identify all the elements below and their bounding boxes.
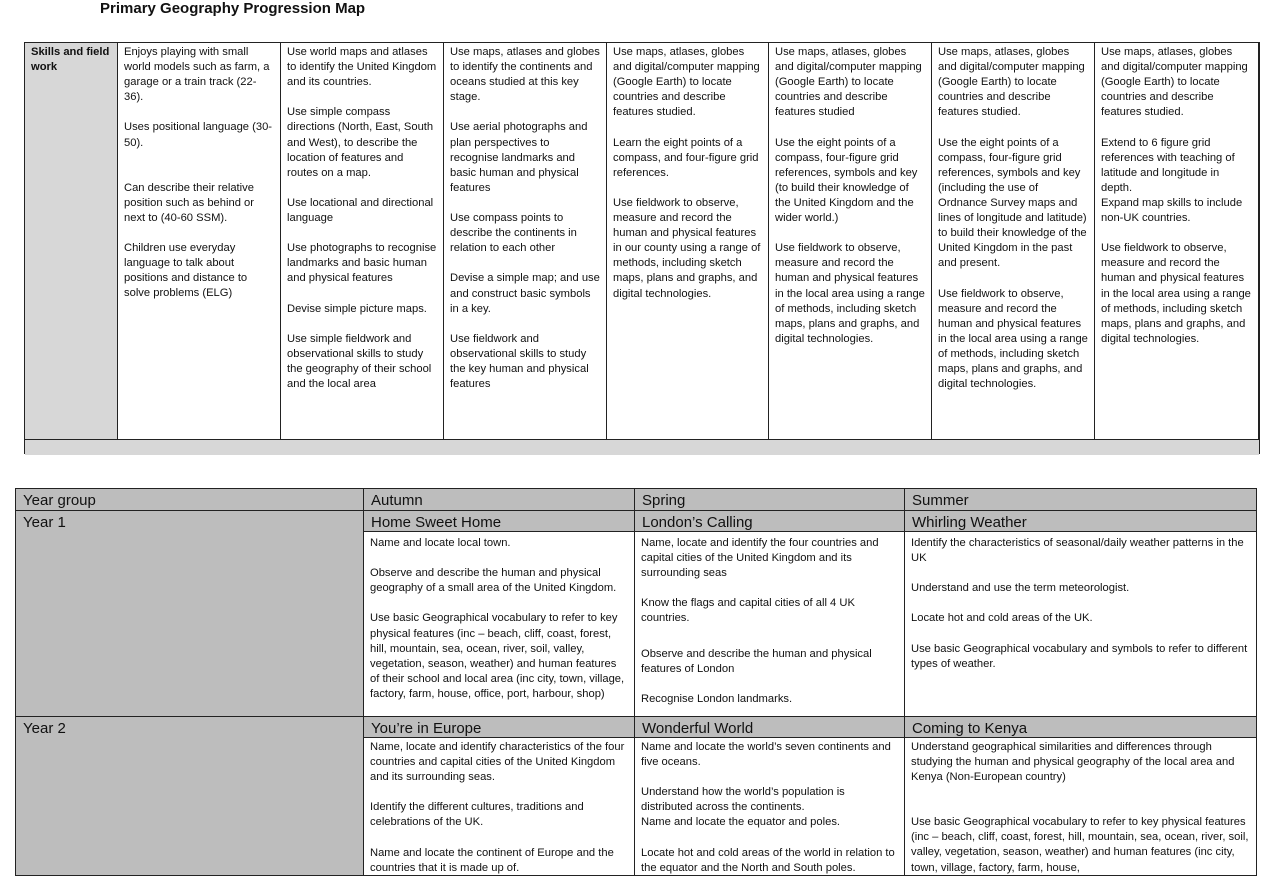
skills-text: Extend to 6 figure grid references with teaching of latitude and longitude in depth. xyxy=(1101,136,1235,194)
page-title: Primary Geography Progression Map xyxy=(100,0,366,17)
skills-heading: Skills and field work xyxy=(31,46,110,74)
year2-autumn-topic: You’re in Europe xyxy=(364,717,635,738)
skills-text: Use world maps and atlases to identify the United Kingdom and its countries. xyxy=(287,46,437,89)
year2-spring-content xyxy=(635,738,905,876)
year2-autumn-content xyxy=(364,738,635,876)
skills-footer-row xyxy=(25,439,1259,455)
skills-text: Use fieldwork to observe, measure and record the human and physical features in the local area using a range of methods, including sketch maps, plans and graphs, and digital technologies. xyxy=(938,287,1088,391)
year2-spring-topic: Wonderful World xyxy=(635,717,905,738)
objective-text: Understand how the world’s population is distributed across the continents. xyxy=(641,786,845,814)
skills-text: Use aerial photographs and plan perspectives to recognise landmarks and basic human and physical features xyxy=(450,121,588,194)
skills-text: Use simple compass directions (North, East, South and West), to describe the location of features and routes on a map. xyxy=(287,106,434,179)
skills-text: Enjoys playing with small world models such as farm, a garage or a train track (22-36). xyxy=(124,46,270,104)
header-year-group: Year group xyxy=(16,489,364,511)
objective-text: Name, locate and identify the four countries and capital cities of the United Kingdom and its surrounding seas xyxy=(641,537,879,580)
year1-summer-content xyxy=(905,532,1257,717)
skills-col-year4 xyxy=(769,43,932,439)
year1-summer-topic: Whirling Weather xyxy=(905,511,1257,532)
objective-text: Locate hot and cold areas of the UK. xyxy=(911,612,1093,625)
skills-col-year3 xyxy=(607,43,769,439)
objective-text: Identify the characteristics of seasonal/daily weather patterns in the UK xyxy=(911,537,1244,565)
objective-text: Recognise London landmarks. xyxy=(641,692,793,705)
year1-spring-content xyxy=(635,532,905,717)
skills-text: Expand map skills to include non-UK countries. xyxy=(1101,196,1243,225)
objective-text: Observe and describe the human and physical geography of a small area of the United Kingdom. xyxy=(370,567,617,595)
objective-text: Understand geographical similarities and differences through studying the human and physical geography of the local area and Kenya (Non-European country) xyxy=(911,741,1235,784)
skills-text: Devise a simple map; and use and construct basic symbols in a key. xyxy=(450,272,600,315)
skills-col-year1 xyxy=(281,43,444,439)
year1-spring-topic: London’s Calling xyxy=(635,511,905,532)
objective-text: Use basic Geographical vocabulary and symbols to refer to different types of weather. xyxy=(911,642,1248,670)
objective-text: Name and locate local town. xyxy=(370,537,511,549)
skills-text: Use compass points to describe the continents in relation to each other xyxy=(450,212,577,255)
skills-text: Use photographs to recognise landmarks and basic human and physical features xyxy=(287,242,437,285)
skills-text: Uses positional language (30-50). xyxy=(124,121,273,149)
skills-heading-cell xyxy=(25,43,118,439)
objective-text: Use basic Geographical vocabulary to refer to key physical features (inc – beach, cliff, coast, forest, hill, mountain, sea, ocean, river, soil, valley, vegetation, season, weather) and human features of their school and local area (inc city, town, village, factory, farm, house, office, port, harbour, shop) xyxy=(370,612,625,700)
year1-autumn-topic: Home Sweet Home xyxy=(364,511,635,532)
skills-text: Use the eight points of a compass, four-figure grid references, symbols and key (to build their knowledge of the United Kingdom and the wider world.) xyxy=(775,136,918,225)
skills-text: Children use everyday language to talk about positions and distance to solve problems (ELG) xyxy=(124,242,248,300)
skills-col-year2 xyxy=(444,43,607,439)
skills-text: Use the eight points of a compass, four-figure grid references, symbols and key (including the use of Ordnance Survey maps and lines of longitude and latitude) to build their knowledge of the United Kingdom in the past and present. xyxy=(938,136,1087,270)
header-summer: Summer xyxy=(905,489,1257,511)
objective-text: Name, locate and identify characteristics of the four countries and capital cities of the United Kingdom and its surrounding seas. xyxy=(370,741,625,784)
objective-text: Understand and use the term meteorologist. xyxy=(911,582,1130,595)
skills-text: Use fieldwork and observational skills to study the key human and physical features xyxy=(450,332,589,391)
skills-progression-table xyxy=(24,42,1260,454)
year2-label: Year 2 xyxy=(16,717,364,876)
objective-text: Use basic Geographical vocabulary to refer to key physical features (inc – beach, cliff, coast, forest, hill, mountain, sea, ocean, river, soil, valley, vegetation, season, weather) and human features (inc city, town, village, factory, farm, house, xyxy=(911,816,1249,874)
skills-text: Use maps, atlases, globes and digital/computer mapping (Google Earth) to locate countries and describe features studied. xyxy=(613,46,760,119)
skills-col-eyfs xyxy=(118,43,281,439)
year1-autumn-content xyxy=(364,532,635,717)
skills-text: Use fieldwork to observe, measure and record the human and physical features in the local area using a range of methods, including sketch maps, plans and graphs, and digital technologies. xyxy=(775,242,925,345)
skills-text: Use locational and directional language xyxy=(287,196,434,225)
objective-text: Locate hot and cold areas of the world in relation to the equator and the North and South poles. xyxy=(641,846,895,874)
year2-summer-topic: Coming to Kenya xyxy=(905,717,1257,738)
objective-text: Identify the different cultures, traditions and celebrations of the UK. xyxy=(370,801,584,829)
skills-text: Use fieldwork to observe, measure and record the human and physical features in the local area using a range of methods, including sketch maps, plans and graphs, and digital technologies. xyxy=(1101,242,1251,345)
skills-text: Learn the eight points of a compass, and four-figure grid references. xyxy=(613,136,759,179)
objective-text: Name and locate the continent of Europe and the countries that it is made up of. xyxy=(370,846,614,874)
objective-text: Observe and describe the human and physical features of London xyxy=(641,647,872,675)
year-group-table xyxy=(15,488,1257,876)
objective-text: Name and locate the equator and poles. xyxy=(641,816,841,829)
objective-text: Name and locate the world’s seven continents and five oceans. xyxy=(641,741,891,769)
skills-text: Use fieldwork to observe, measure and record the human and physical features in our county using a range of methods, including sketch maps, plans and graphs, and digital technologies. xyxy=(613,196,761,300)
skills-col-year5 xyxy=(932,43,1095,439)
header-autumn: Autumn xyxy=(364,489,635,511)
skills-text: Use maps, atlases, globes and digital/computer mapping (Google Earth) to locate countries and describe features studied xyxy=(775,46,922,119)
skills-text: Use maps, atlases and globes to identify the continents and oceans studied at this key stage. xyxy=(450,46,600,104)
year1-label: Year 1 xyxy=(16,511,364,717)
skills-text: Use simple fieldwork and observational skills to study the geography of their school and the local area xyxy=(287,332,432,391)
year2-summer-content xyxy=(905,738,1257,876)
objective-text: Know the flags and capital cities of all 4 UK countries. xyxy=(641,597,855,625)
skills-col-year6 xyxy=(1095,43,1259,439)
skills-text: Use maps, atlases, globes and digital/computer mapping (Google Earth) to locate countries and describe features studied. xyxy=(938,46,1085,119)
skills-text: Use maps, atlases, globes and digital/computer mapping (Google Earth) to locate countries and describe features studied. xyxy=(1101,46,1248,119)
skills-text: Devise simple picture maps. xyxy=(287,302,427,315)
skills-text: Can describe their relative position such as behind or next to (40-60 SSM). xyxy=(124,181,254,224)
header-spring: Spring xyxy=(635,489,905,511)
